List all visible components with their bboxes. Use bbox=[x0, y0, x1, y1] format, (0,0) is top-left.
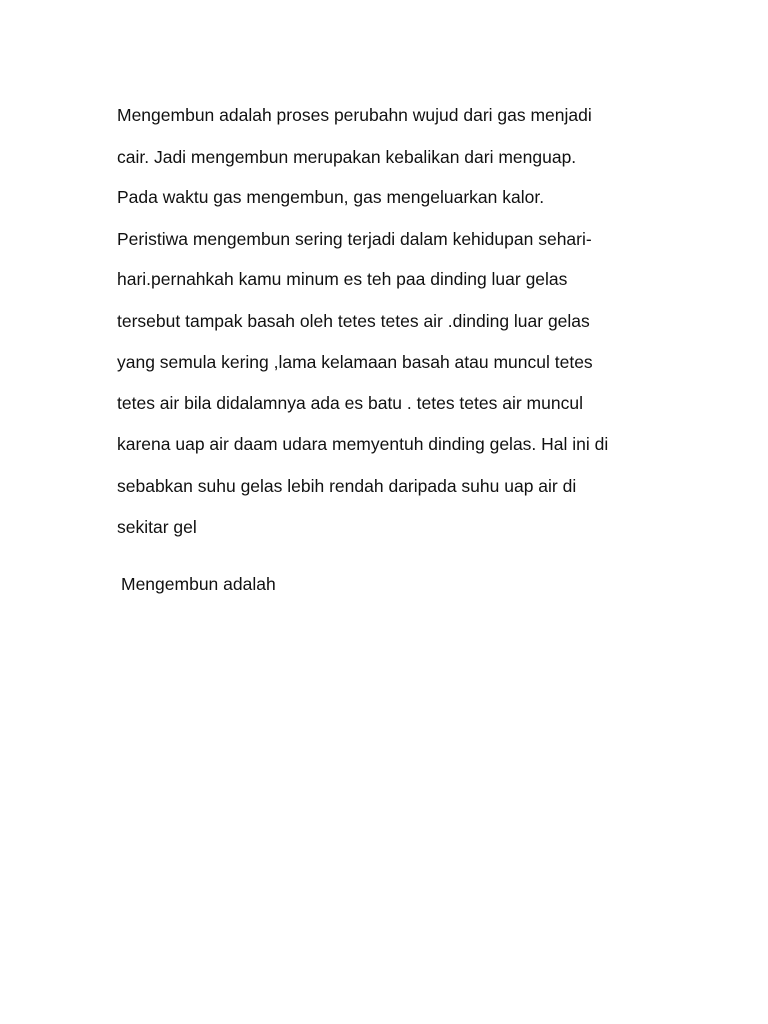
text-line: tetes air bila didalamnya ada es batu . tetes tetes air muncul bbox=[117, 393, 583, 413]
paragraph-2: Mengembun adalah bbox=[121, 574, 276, 594]
text-line: karena uap air daam udara memyentuh dinding gelas. Hal ini di bbox=[117, 434, 609, 454]
text-line: tersebut tampak basah oleh tetes tetes air .dinding luar gelas bbox=[117, 311, 590, 331]
text-line: yang semula kering ,lama kelamaan basah atau muncul tetes bbox=[117, 352, 593, 372]
text-line: sebabkan suhu gelas lebih rendah daripada suhu uap air di bbox=[117, 476, 577, 496]
text-line: Peristiwa mengembun sering terjadi dalam kehidupan sehari- bbox=[117, 229, 592, 249]
text-line: sekitar gel bbox=[117, 517, 197, 537]
text-line: hari.pernahkah kamu minum es teh paa dinding luar gelas bbox=[117, 269, 568, 289]
text-line: cair. Jadi mengembun merupakan kebalikan dari menguap. bbox=[117, 147, 577, 167]
text-line: Mengembun adalah proses perubahn wujud dari gas menjadi bbox=[117, 105, 592, 125]
text-line: Pada waktu gas mengembun, gas mengeluarkan kalor. bbox=[117, 187, 545, 207]
